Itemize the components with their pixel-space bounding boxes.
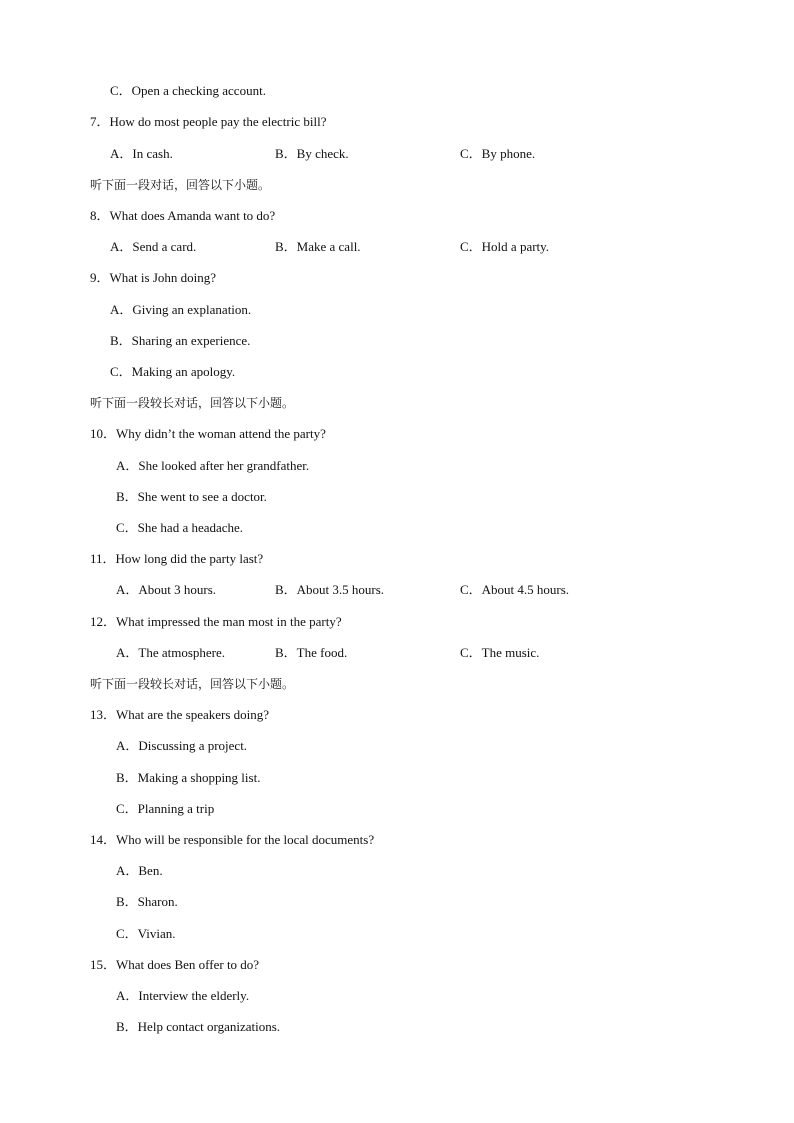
- q11-stem: 11．How long did the party last?: [90, 551, 264, 566]
- q14-option-b: B．Sharon.: [116, 894, 178, 909]
- q10-option-c: C．She had a headache.: [116, 520, 244, 535]
- q13-stem: 13．What are the speakers doing?: [90, 707, 270, 722]
- q11-option-c: C．About 4.5 hours.: [460, 582, 570, 597]
- q10-option-b: B．She went to see a doctor.: [116, 489, 267, 504]
- q8-stem: 8．What does Amanda want to do?: [90, 208, 276, 223]
- q7-option-c: C．By phone.: [460, 146, 536, 161]
- section-instruction: 听下面一段较长对话，回答以下小题。: [90, 677, 295, 691]
- q14-option-a: A．Ben.: [116, 863, 163, 878]
- q7-option-b: B．By check.: [275, 146, 349, 161]
- q12-option-b: B．The food.: [275, 645, 348, 660]
- q13-option-b: B．Making a shopping list.: [116, 770, 261, 785]
- q13-option-a: A．Discussing a project.: [116, 738, 248, 753]
- q8-option-c: C．Hold a party.: [460, 239, 550, 254]
- q15-stem: 15．What does Ben offer to do?: [90, 957, 260, 972]
- q15-option-a: A．Interview the elderly.: [116, 988, 250, 1003]
- section-instruction: 听下面一段对话，回答以下小题。: [90, 178, 271, 192]
- q14-option-c: C．Vivian.: [116, 926, 176, 941]
- q7-option-a: A．In cash.: [110, 146, 173, 161]
- q13-option-c: C．Planning a trip: [116, 801, 215, 816]
- q9-option-c: C．Making an apology.: [110, 364, 236, 379]
- q11-option-a: A．About 3 hours.: [116, 582, 217, 597]
- q12-stem: 12．What impressed the man most in the party?: [90, 614, 342, 629]
- q8-option-a: A．Send a card.: [110, 239, 197, 254]
- q11-option-b: B．About 3.5 hours.: [275, 582, 385, 597]
- section-instruction: 听下面一段较长对话，回答以下小题。: [90, 396, 295, 410]
- q6-option-c: C．Open a checking account.: [110, 83, 266, 98]
- q12-option-a: A．The atmosphere.: [116, 645, 226, 660]
- q14-stem: 14．Who will be responsible for the local documents?: [90, 832, 375, 847]
- q7-stem: 7．How do most people pay the electric bill?: [90, 114, 327, 129]
- q15-option-b: B．Help contact organizations.: [116, 1019, 281, 1034]
- q9-option-b: B．Sharing an experience.: [110, 333, 251, 348]
- q9-option-a: A．Giving an explanation.: [110, 302, 252, 317]
- q9-stem: 9．What is John doing?: [90, 270, 217, 285]
- q10-option-a: A．She looked after her grandfather.: [116, 458, 310, 473]
- q8-option-b: B．Make a call.: [275, 239, 361, 254]
- q12-option-c: C．The music.: [460, 645, 540, 660]
- q10-stem: 10．Why didn’t the woman attend the party?: [90, 426, 326, 441]
